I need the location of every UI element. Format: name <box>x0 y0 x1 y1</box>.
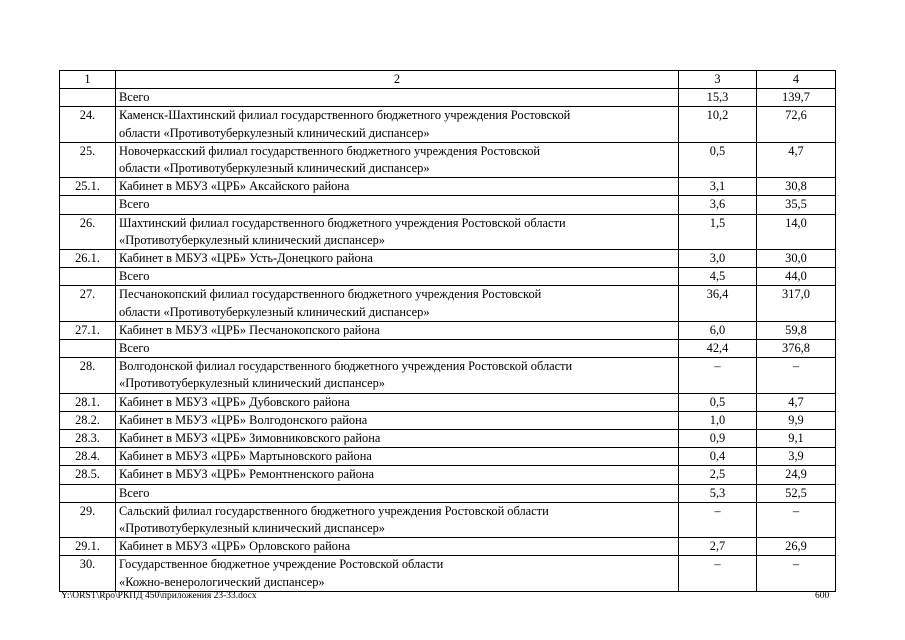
row-name-line: Каменск-Шахтинский филиал государственного бюджетного учреждения Ростовской <box>119 108 571 123</box>
row-number <box>60 340 116 358</box>
row-value-col4: 317,0 <box>757 286 836 321</box>
row-value-col4: 30,0 <box>757 250 836 268</box>
row-value-col4: 9,9 <box>757 411 836 429</box>
row-number: 28.3. <box>60 430 116 448</box>
row-value-col3: 4,5 <box>679 268 757 286</box>
table-row <box>60 430 836 448</box>
row-value-col4: – <box>757 556 836 591</box>
row-name <box>116 430 679 448</box>
header-col-4: 4 <box>757 71 836 89</box>
row-number: 28.4. <box>60 448 116 466</box>
row-value-col3: 1,0 <box>679 411 757 429</box>
row-name <box>116 178 679 196</box>
row-value-col4: 4,7 <box>757 142 836 177</box>
row-number: 24. <box>60 107 116 142</box>
row-value-col4: 14,0 <box>757 214 836 249</box>
table-row <box>60 484 836 502</box>
row-value-col4: 59,8 <box>757 321 836 339</box>
row-name <box>116 214 679 249</box>
table-row <box>60 107 836 142</box>
row-name-line: «Противотуберкулезный клинический диспансер» <box>119 521 385 536</box>
table-row <box>60 448 836 466</box>
appendix-table <box>59 70 836 592</box>
row-number: 25. <box>60 142 116 177</box>
row-number: 28.2. <box>60 411 116 429</box>
row-value-col3: 0,5 <box>679 393 757 411</box>
table-body <box>60 71 836 592</box>
row-name <box>116 448 679 466</box>
row-value-col4: 3,9 <box>757 448 836 466</box>
table-row <box>60 214 836 249</box>
row-name-line: Волгодонской филиал государственного бюджетного учреждения Ростовской области <box>119 359 573 374</box>
row-name-line: Кабинет в МБУЗ «ЦРБ» Орловского района <box>119 539 351 554</box>
row-number: 26.1. <box>60 250 116 268</box>
row-name-line: «Кожно-венерологический диспансер» <box>119 574 325 589</box>
row-name-line: Кабинет в МБУЗ «ЦРБ» Аксайского района <box>119 179 350 194</box>
row-name-line: Песчанокопский филиал государственного бюджетного учреждения Ростовской <box>119 287 542 302</box>
table-row <box>60 286 836 321</box>
footer-page-number: 600 <box>815 591 830 601</box>
table-row <box>60 358 836 393</box>
row-name <box>116 484 679 502</box>
row-number <box>60 89 116 107</box>
table-row <box>60 411 836 429</box>
row-name-line: Всего <box>119 197 150 212</box>
row-value-col3: 42,4 <box>679 340 757 358</box>
row-number <box>60 484 116 502</box>
row-name <box>116 466 679 484</box>
table-row <box>60 268 836 286</box>
row-name <box>116 250 679 268</box>
row-name <box>116 286 679 321</box>
row-value-col3: 5,3 <box>679 484 757 502</box>
header-col-3: 3 <box>679 71 757 89</box>
row-name <box>116 107 679 142</box>
row-name <box>116 502 679 537</box>
row-name-line: Всего <box>119 269 150 284</box>
row-number <box>60 196 116 214</box>
row-name-line: «Противотуберкулезный клинический диспансер» <box>119 232 385 247</box>
table-row <box>60 466 836 484</box>
row-number: 28.1. <box>60 393 116 411</box>
row-name-line: Кабинет в МБУЗ «ЦРБ» Мартыновского района <box>119 449 372 464</box>
row-name-line: Кабинет в МБУЗ «ЦРБ» Песчанокопского района <box>119 322 380 337</box>
row-name <box>116 142 679 177</box>
row-value-col4: 139,7 <box>757 89 836 107</box>
table-row <box>60 178 836 196</box>
table-row <box>60 196 836 214</box>
table-row <box>60 89 836 107</box>
row-number: 28.5. <box>60 466 116 484</box>
row-number: 28. <box>60 358 116 393</box>
row-number: 27. <box>60 286 116 321</box>
row-name <box>116 358 679 393</box>
row-name-line: Кабинет в МБУЗ «ЦРБ» Волгодонского района <box>119 412 368 427</box>
row-number: 25.1. <box>60 178 116 196</box>
row-number: 26. <box>60 214 116 249</box>
row-name-line: области «Противотуберкулезный клинический диспансер» <box>119 161 430 176</box>
header-col-1: 1 <box>60 71 116 89</box>
row-value-col3: 15,3 <box>679 89 757 107</box>
table-row <box>60 556 836 591</box>
table-header-row <box>60 71 836 89</box>
row-name-line: Сальский филиал государственного бюджетного учреждения Ростовской области <box>119 503 549 518</box>
row-value-col4: – <box>757 358 836 393</box>
row-value-col3: – <box>679 556 757 591</box>
row-value-col4: 4,7 <box>757 393 836 411</box>
row-value-col4: 376,8 <box>757 340 836 358</box>
row-value-col4: 26,9 <box>757 538 836 556</box>
table-row <box>60 340 836 358</box>
footer-file-path: Y:\ORST\Rpo\РКПД 450\приложения 23-33.docx <box>61 591 257 601</box>
row-name-line: Кабинет в МБУЗ «ЦРБ» Дубовского района <box>119 394 350 409</box>
row-name <box>116 340 679 358</box>
row-value-col4: 72,6 <box>757 107 836 142</box>
row-number: 29.1. <box>60 538 116 556</box>
row-value-col4: 9,1 <box>757 430 836 448</box>
row-value-col3: 0,5 <box>679 142 757 177</box>
row-value-col4: 44,0 <box>757 268 836 286</box>
row-value-col3: 3,1 <box>679 178 757 196</box>
row-name-line: Всего <box>119 485 150 500</box>
row-value-col4: 52,5 <box>757 484 836 502</box>
row-name-line: Всего <box>119 341 150 356</box>
row-number: 29. <box>60 502 116 537</box>
row-value-col4: 24,9 <box>757 466 836 484</box>
row-name <box>116 556 679 591</box>
header-col-2: 2 <box>116 71 679 89</box>
row-number: 27.1. <box>60 321 116 339</box>
table-row <box>60 142 836 177</box>
table-row <box>60 393 836 411</box>
row-name-line: области «Противотуберкулезный клинический диспансер» <box>119 304 430 319</box>
row-name-line: Государственное бюджетное учреждение Ростовской области <box>119 557 444 572</box>
table-row <box>60 538 836 556</box>
row-name <box>116 393 679 411</box>
row-number: 30. <box>60 556 116 591</box>
row-name-line: Всего <box>119 90 150 105</box>
row-value-col3: – <box>679 502 757 537</box>
row-value-col4: 30,8 <box>757 178 836 196</box>
table-row <box>60 502 836 537</box>
row-name-line: «Противотуберкулезный клинический диспансер» <box>119 376 385 391</box>
row-value-col3: 1,5 <box>679 214 757 249</box>
row-value-col3: 3,6 <box>679 196 757 214</box>
row-name <box>116 538 679 556</box>
row-name-line: Кабинет в МБУЗ «ЦРБ» Усть-Донецкого района <box>119 251 373 266</box>
row-name <box>116 268 679 286</box>
row-name-line: области «Противотуберкулезный клинический диспансер» <box>119 125 430 140</box>
row-value-col3: 2,7 <box>679 538 757 556</box>
row-value-col3: – <box>679 358 757 393</box>
row-name <box>116 321 679 339</box>
row-name <box>116 196 679 214</box>
row-value-col3: 10,2 <box>679 107 757 142</box>
row-value-col3: 3,0 <box>679 250 757 268</box>
row-value-col3: 6,0 <box>679 321 757 339</box>
row-name <box>116 89 679 107</box>
row-value-col4: 35,5 <box>757 196 836 214</box>
row-name <box>116 411 679 429</box>
row-name-line: Шахтинский филиал государственного бюджетного учреждения Ростовской области <box>119 215 566 230</box>
row-value-col3: 2,5 <box>679 466 757 484</box>
table-row <box>60 250 836 268</box>
row-name-line: Кабинет в МБУЗ «ЦРБ» Зимовниковского района <box>119 431 381 446</box>
table-row <box>60 321 836 339</box>
row-name-line: Кабинет в МБУЗ «ЦРБ» Ремонтненского района <box>119 467 375 482</box>
row-value-col3: 0,4 <box>679 448 757 466</box>
row-number <box>60 268 116 286</box>
row-value-col4: – <box>757 502 836 537</box>
row-name-line: Новочеркасский филиал государственного бюджетного учреждения Ростовской <box>119 143 541 158</box>
row-value-col3: 0,9 <box>679 430 757 448</box>
row-value-col3: 36,4 <box>679 286 757 321</box>
